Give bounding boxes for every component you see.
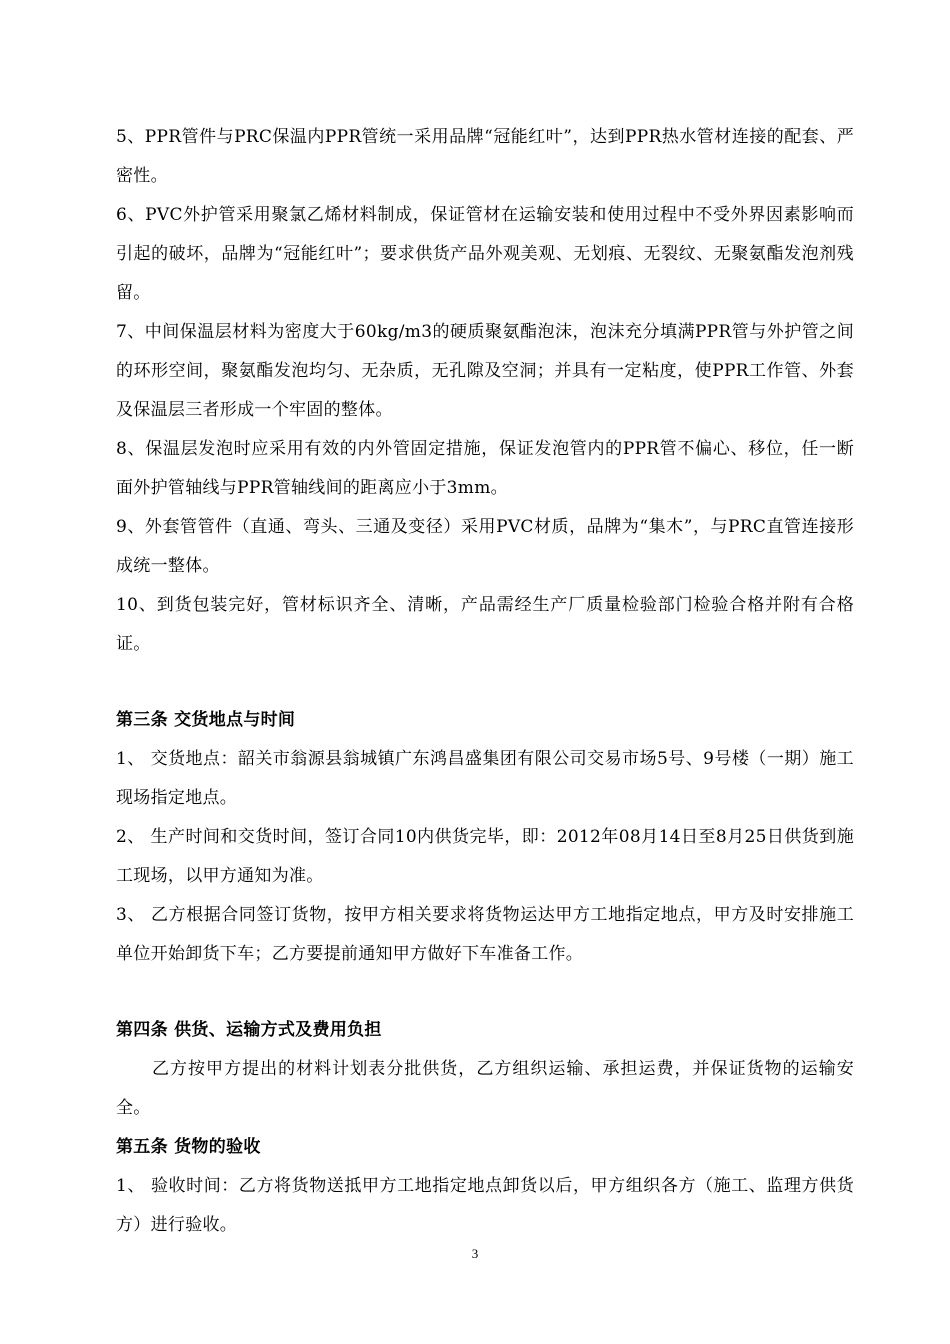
- spacer: [116, 664, 854, 701]
- section-3-title: 第三条 交货地点与时间: [116, 710, 296, 730]
- section-4-body: 乙方按甲方提出的材料计划表分批供货，乙方组织运输、承担运费，并保证货物的运输安全。: [116, 1059, 854, 1118]
- clause-item-8: 8、保温层发泡时应采用有效的内外管固定措施，保证发泡管内的PPR管不偏心、移位，任一断面外护管轴线与PPR管轴线间的距离应小于3mm。: [116, 439, 854, 498]
- spacer: [116, 974, 854, 1011]
- section-4-title: 第四条 供货、运输方式及费用负担: [116, 1020, 382, 1040]
- section-3-item-2: 2、 生产时间和交货时间，签订合同10内供货完毕，即：2012年08月14日至8月25日供货到施工现场，以甲方通知为准。: [116, 827, 854, 886]
- section-5-item-1: 1、 验收时间：乙方将货物送抵甲方工地指定地点卸货以后，甲方组织各方（施工、监理方供货方）进行验收。: [116, 1176, 854, 1235]
- section-5-title: 第五条 货物的验收: [116, 1137, 261, 1157]
- document-body: [116, 118, 854, 1245]
- section-3-item-1: 1、 交货地点：韶关市翁源县翁城镇广东鸿昌盛集团有限公司交易市场5号、9号楼（一期）施工现场指定地点。: [116, 749, 854, 808]
- clause-item-9: 9、外套管管件（直通、弯头、三通及变径）采用PVC材质，品牌为“集木”，与PRC直管连接形成统一整体。: [116, 517, 854, 576]
- clause-item-10: 10、到货包装完好，管材标识齐全、清晰，产品需经生产厂质量检验部门检验合格并附有合格证。: [116, 595, 854, 654]
- clause-item-6: 6、PVC外护管采用聚氯乙烯材料制成，保证管材在运输安装和使用过程中不受外界因素影响而引起的破坏，品牌为“冠能红叶”；要求供货产品外观美观、无划痕、无裂纹、无聚氨酯发泡剂残留。: [116, 205, 854, 303]
- page-number: 3: [471, 1246, 479, 1261]
- clause-item-5: 5、PPR管件与PRC保温内PPR管统一采用品牌“冠能红叶”，达到PPR热水管材连接的配套、严密性。: [116, 127, 854, 186]
- section-3-item-3: 3、 乙方根据合同签订货物，按甲方相关要求将货物运达甲方工地指定地点，甲方及时安排施工单位开始卸货下车；乙方要提前通知甲方做好下车准备工作。: [116, 905, 854, 964]
- clause-item-7: 7、中间保温层材料为密度大于60kg/m3的硬质聚氨酯泡沫，泡沫充分填满PPR管与外护管之间的环形空间，聚氨酯发泡均匀、无杂质，无孔隙及空洞；并具有一定粘度，使PPR工作管、外套及保温层三者形成一个牢固的整体。: [116, 322, 854, 420]
